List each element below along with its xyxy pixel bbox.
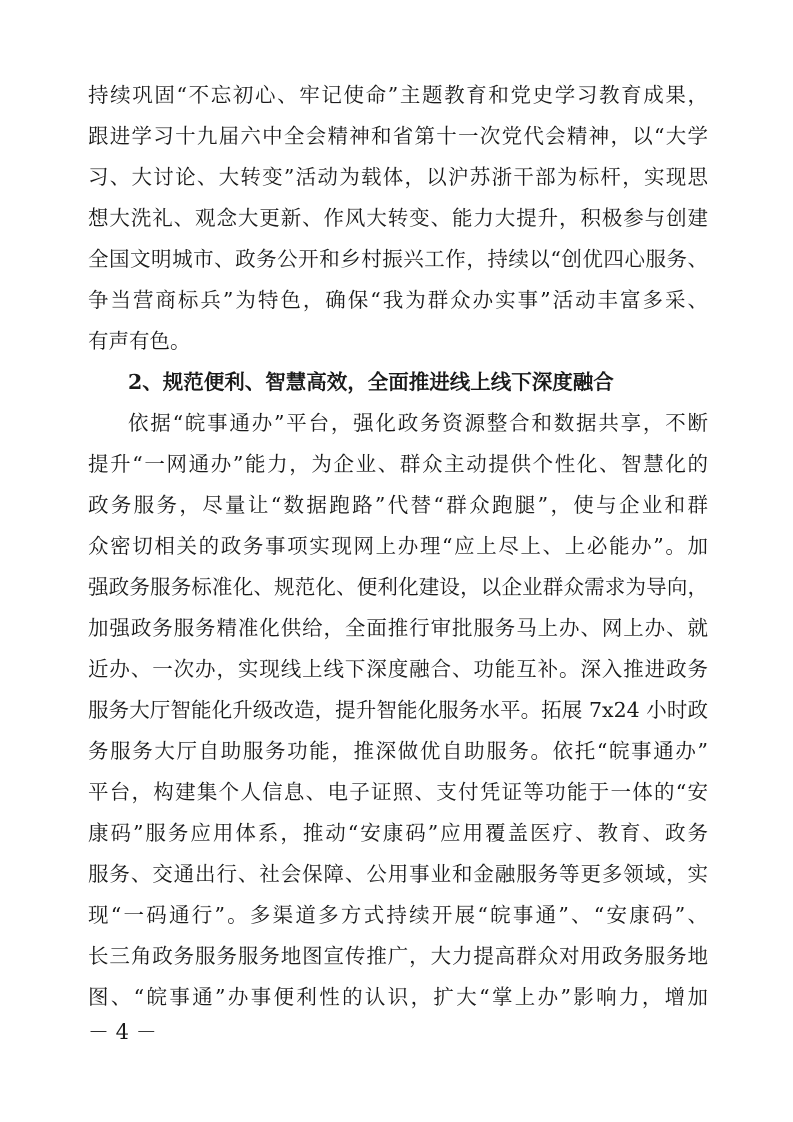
body-line: 服务大厅智能化升级改造，提升智能化服务水平。拓展 7x24 小时政 [88,698,708,722]
body-line: 强政务服务标准化、规范化、便利化建设，以企业群众需求为导向， [88,575,708,599]
page-number: － 4 － [88,1020,157,1044]
body-line: 服务、交通出行、社会保障、公用事业和金融服务等更多领域，实 [88,862,708,886]
paragraph-line: 想大洗礼、观念大更新、作风大转变、能力大提升，积极参与创建 [88,206,708,230]
body-line: 政务服务，尽量让“数据跑路”代替“群众跑腿”，使与企业和群 [88,493,708,517]
body-line: 长三角政务服务服务地图宣传推广，大力提高群众对用政务服务地 [88,944,708,968]
body-line: 现“一码通行”。多渠道多方式持续开展“皖事通”、“安康码”、 [88,903,708,927]
body-line: 加强政务服务精准化供给，全面推行审批服务马上办、网上办、就 [88,616,708,640]
body-line: 依据“皖事通办”平台，强化政务资源整合和数据共享，不断 [128,411,708,435]
body-line: 平台，构建集个人信息、电子证照、支付凭证等功能于一体的“安 [88,780,708,804]
paragraph-line: 习、大讨论、大转变”活动为载体，以沪苏浙干部为标杆，实现思 [88,165,708,189]
paragraph-line: 争当营商标兵”为特色，确保“我为群众办实事”活动丰富多采、 [88,288,708,312]
body-line: 图、“皖事通”办事便利性的认识，扩大“掌上办”影响力，增加 [88,985,708,1009]
paragraph-line: 全国文明城市、政务公开和乡村振兴工作，持续以“创优四心服务、 [88,247,708,271]
paragraph-line: 有声有色。 [88,329,191,353]
body-line: 近办、一次办，实现线上线下深度融合、功能互补。深入推进政务 [88,657,708,681]
paragraph-line: 跟进学习十九届六中全会精神和省第十一次党代会精神，以“大学 [88,124,708,148]
body-line: 众密切相关的政务事项实现网上办理“应上尽上、上必能办”。加 [88,534,708,558]
paragraph-line: 持续巩固“不忘初心、牢记使命”主题教育和党史学习教育成果， [88,83,708,107]
body-line: 务服务大厅自助服务功能，推深做优自助服务。依托“皖事通办” [88,739,708,763]
section-heading: 2、规范便利、智慧高效，全面推进线上线下深度融合 [128,370,614,394]
body-line: 提升“一网通办”能力，为企业、群众主动提供个性化、智慧化的 [88,452,708,476]
body-line: 康码”服务应用体系，推动“安康码”应用覆盖医疗、教育、政务 [88,821,708,845]
